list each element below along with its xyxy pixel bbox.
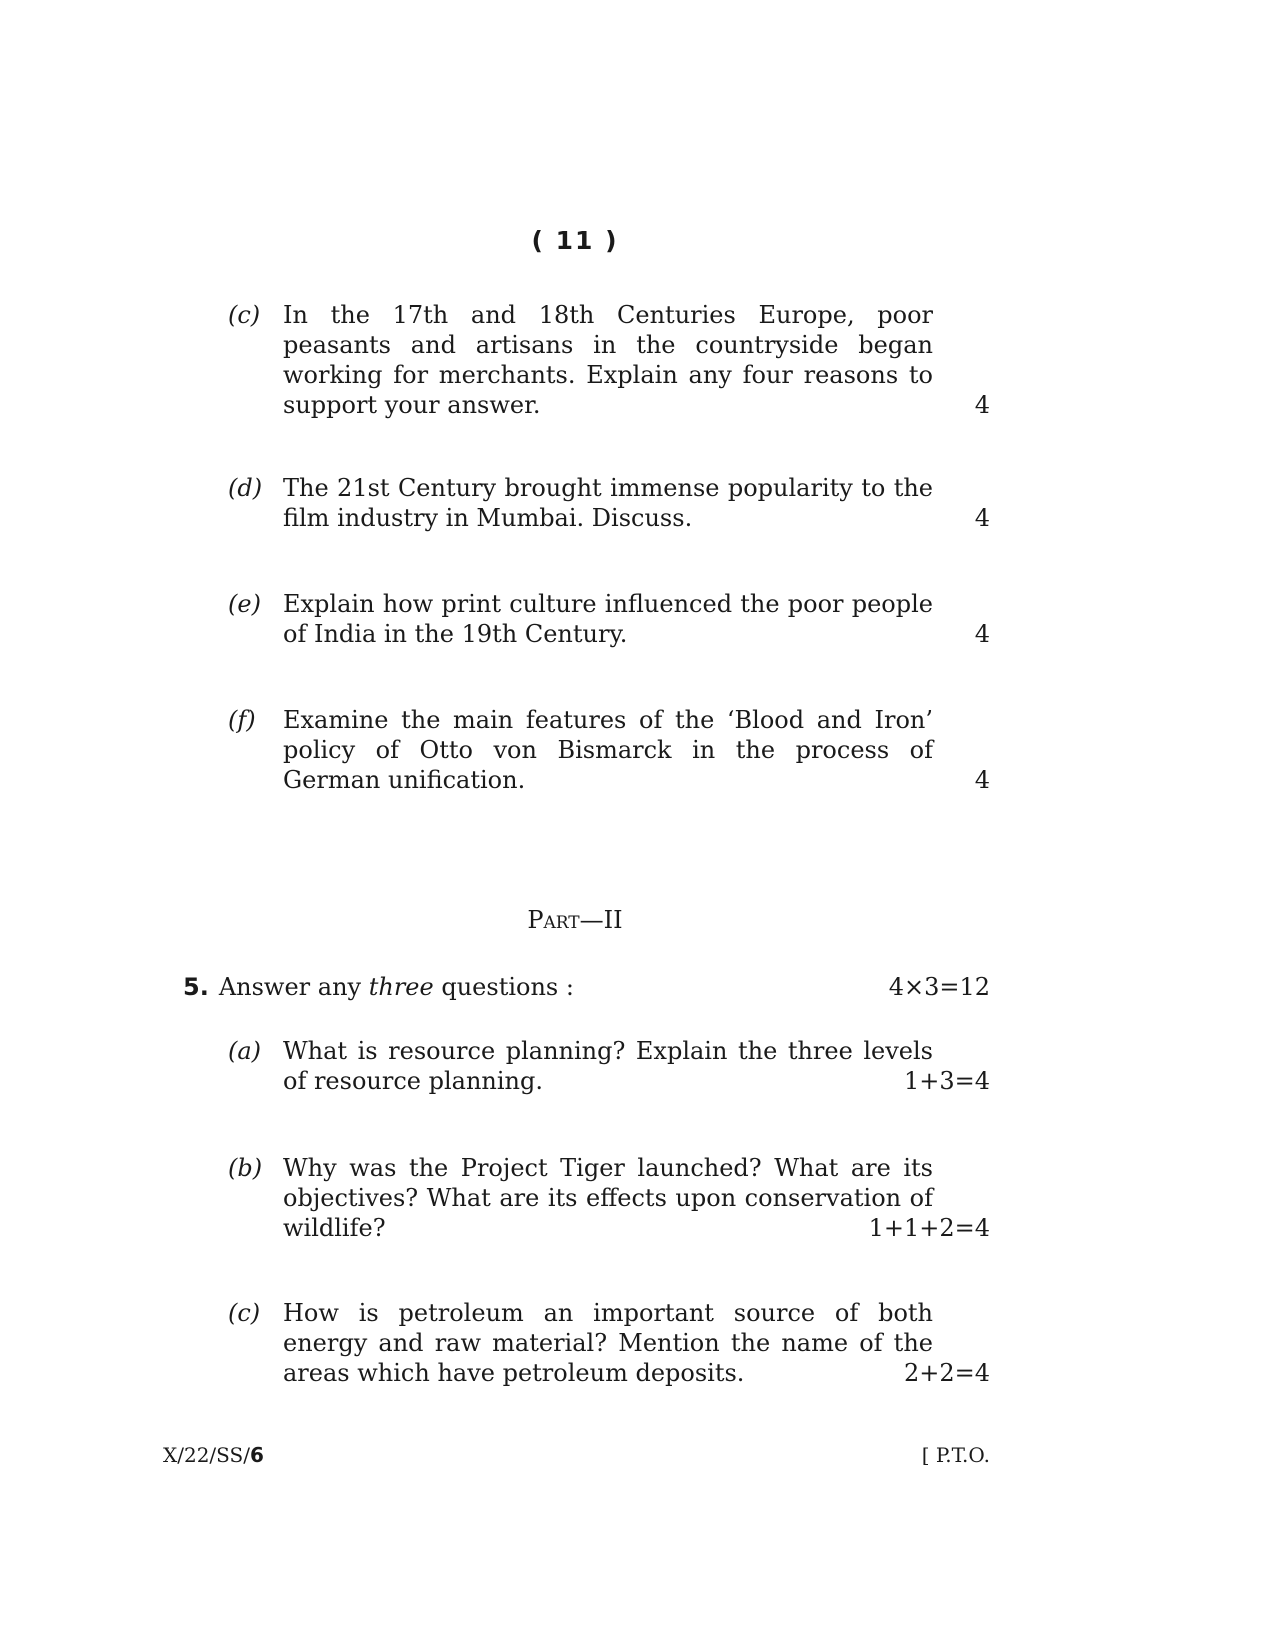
section-instruction-pre: Answer any bbox=[218, 973, 369, 1001]
question-marks: 1+1+2=4 bbox=[868, 1214, 990, 1242]
question-marks: 4 bbox=[974, 504, 990, 532]
question-4d bbox=[228, 473, 990, 533]
question-5b bbox=[228, 1153, 990, 1243]
question-text: The 21st Century brought immense popularity to the film industry in Mumbai. Discuss. bbox=[283, 474, 933, 532]
section-instruction-post: questions : bbox=[433, 973, 574, 1001]
section-marks: 4×3=12 bbox=[888, 973, 990, 1001]
question-label: (c) bbox=[228, 1299, 261, 1327]
question-marks: 4 bbox=[974, 391, 990, 419]
question-text: How is petroleum an important source of both energy and raw material? Mention the name of the areas which have petroleum deposits. bbox=[283, 1299, 933, 1387]
section-instruction-emphasis: three bbox=[368, 973, 434, 1001]
question-label: (e) bbox=[228, 590, 261, 618]
question-4e bbox=[228, 589, 990, 649]
pto-note: [ P.T.O. bbox=[921, 1443, 990, 1467]
question-text: Why was the Project Tiger launched? What are its objectives? What are its effects upon conservation of wildlife? bbox=[283, 1154, 933, 1242]
section-number: 5. bbox=[183, 973, 209, 1001]
page-number: ( 11 ) bbox=[531, 226, 619, 255]
question-label: (c) bbox=[228, 301, 261, 329]
question-marks: 2+2=4 bbox=[903, 1359, 990, 1387]
question-text: Explain how print culture influenced the poor people of India in the 19th Century. bbox=[283, 590, 933, 648]
part-heading: Part—II bbox=[527, 906, 623, 934]
question-5a bbox=[228, 1036, 990, 1096]
paper-code-text: X/22/SS/ bbox=[163, 1443, 250, 1467]
question-label: (a) bbox=[228, 1037, 262, 1065]
question-text: What is resource planning? Explain the three levels of resource planning. bbox=[283, 1037, 933, 1095]
question-marks: 1+3=4 bbox=[903, 1067, 990, 1095]
question-marks: 4 bbox=[974, 766, 990, 794]
question-5c bbox=[228, 1298, 990, 1388]
paper-code bbox=[163, 1443, 264, 1467]
sheet-number: 6 bbox=[249, 1443, 264, 1467]
question-label: (d) bbox=[228, 474, 263, 502]
question-label: (f) bbox=[228, 706, 256, 734]
question-text: In the 17th and 18th Centuries Europe, poor peasants and artisans in the countryside began working for merchants. Explain any four reasons to support your answer. bbox=[283, 301, 933, 419]
question-text: Examine the main features of the ‘Blood and Iron’ policy of Otto von Bismarck in the process of German unification. bbox=[283, 706, 933, 794]
question-4c bbox=[228, 300, 990, 420]
question-4f bbox=[228, 705, 990, 795]
question-label: (b) bbox=[228, 1154, 263, 1182]
question-marks: 4 bbox=[974, 620, 990, 648]
section-5-header bbox=[183, 972, 990, 1002]
